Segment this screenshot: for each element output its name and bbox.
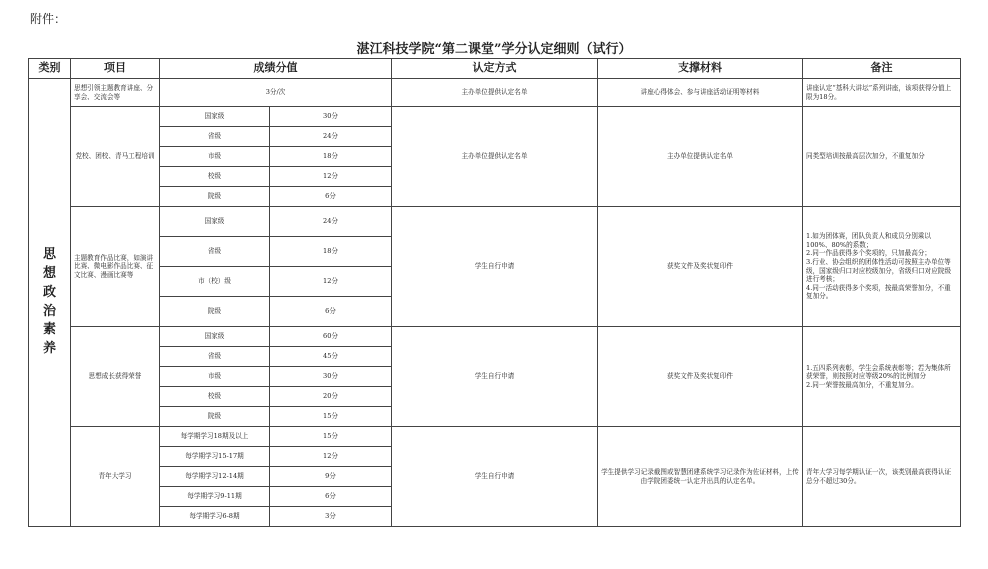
level-cell: 院级 xyxy=(160,187,270,207)
note-line: 1.如为团体赛，团队负责人和成员分别乘以 100%、80%的系数； xyxy=(806,232,931,249)
category-char: 治 xyxy=(42,303,56,319)
level-cell: 市级 xyxy=(160,147,270,167)
note-line: 4.同一活动获得多个奖项，按最高荣誉加分，不重复加分。 xyxy=(806,283,951,301)
item-cell: 党校、团校、青马工程培训 xyxy=(71,107,160,207)
header-method: 认定方式 xyxy=(392,59,598,79)
score-cell: 18分 xyxy=(270,237,392,267)
score-cell: 20分 xyxy=(270,387,392,407)
category-char: 想 xyxy=(42,265,56,281)
notes-cell xyxy=(803,79,961,107)
method-cell: 主办单位提供认定名单 xyxy=(392,79,598,107)
item-cell: 思想引领主题教育讲座、分享会、交流会等 xyxy=(71,79,160,107)
materials-cell: 学生提供学习记录截图或智慧团建系统学习记录作为佐证材料，上传由学院团委统一认定并出具的认定名单。 xyxy=(598,427,803,527)
document-title: 湛江科技学院“第二课堂”学分认定细则（试行） xyxy=(356,42,632,57)
table-row xyxy=(29,207,961,237)
table-row xyxy=(29,107,961,127)
score-cell: 6分 xyxy=(270,297,392,327)
score-cell: 24分 xyxy=(270,127,392,147)
header-materials: 支撑材料 xyxy=(598,59,803,79)
level-cell: 省级 xyxy=(160,127,270,147)
category-char: 养 xyxy=(42,341,56,357)
score-cell: 18分 xyxy=(270,147,392,167)
credit-rules-table xyxy=(28,58,961,527)
score-cell: 15分 xyxy=(270,407,392,427)
score-cell: 24分 xyxy=(270,207,392,237)
item-cell: 思想成长获得荣誉 xyxy=(71,327,160,427)
materials-cell: 主办单位提供认定名单 xyxy=(598,107,803,207)
item-cell: 主题教育作品比赛，如演讲比赛、微电影作品比赛、征文比赛、漫画比赛等 xyxy=(71,207,160,327)
category-cell xyxy=(29,79,71,527)
header-category: 类别 xyxy=(29,59,71,79)
category-char: 思 xyxy=(42,246,56,262)
method-cell: 学生自行申请 xyxy=(392,327,598,427)
note-line: 青年大学习每学期认证一次，该类别最高获得认证总分不超过30分。 xyxy=(806,467,952,485)
item-cell: 青年大学习 xyxy=(71,427,160,527)
method-cell: 主办单位提供认定名单 xyxy=(392,107,598,207)
materials-cell: 获奖文件及奖状复印件 xyxy=(598,327,803,427)
level-cell: 市（校）级 xyxy=(160,267,270,297)
table-row xyxy=(29,427,961,447)
method-cell: 学生自行申请 xyxy=(392,207,598,327)
header-score: 成绩分值 xyxy=(160,59,392,79)
level-cell: 院级 xyxy=(160,297,270,327)
method-cell: 学生自行申请 xyxy=(392,427,598,527)
note-line: 1.五四系列表彰，学生会系统表彰等；若为集体所获荣誉，则按照对应等级20%的比例加分 xyxy=(806,363,951,381)
note-line: 同类型培训按最高层次加分，不重复加分 xyxy=(806,152,925,161)
level-cell: 省级 xyxy=(160,237,270,267)
level-cell: 国家级 xyxy=(160,107,270,127)
note-line: 3.行业、协会组织的团体性活动可按照主办单位等级，国家级归口对应校级加分，省级归口对应院级进行考核； xyxy=(806,257,952,284)
table-row xyxy=(29,79,961,107)
level-cell: 校级 xyxy=(160,387,270,407)
level-cell: 院级 xyxy=(160,407,270,427)
score-cell: 3分 xyxy=(270,507,392,527)
level-cell: 每学期学习12-14期 xyxy=(160,467,270,487)
score-cell: 45分 xyxy=(270,347,392,367)
score-cell: 60分 xyxy=(270,327,392,347)
score-cell: 30分 xyxy=(270,107,392,127)
score-cell: 12分 xyxy=(270,267,392,297)
level-cell: 每学期学习9-11期 xyxy=(160,487,270,507)
score-cell: 6分 xyxy=(270,187,392,207)
score-cell: 12分 xyxy=(270,447,392,467)
notes-cell xyxy=(803,427,961,527)
header-item: 项目 xyxy=(71,59,160,79)
notes-cell xyxy=(803,207,961,327)
level-cell: 国家级 xyxy=(160,207,270,237)
score-cell: 15分 xyxy=(270,427,392,447)
notes-cell xyxy=(803,327,961,427)
note-line: 2.同一作品获得多个奖项的，只加最高分； xyxy=(806,249,931,258)
header-row xyxy=(29,59,961,79)
level-cell: 国家级 xyxy=(160,327,270,347)
table-row xyxy=(29,327,961,347)
level-cell: 每学期学习6-8期 xyxy=(160,507,270,527)
header-notes: 备注 xyxy=(803,59,961,79)
attachment-label: 附件： xyxy=(30,12,67,26)
score-cell: 6分 xyxy=(270,487,392,507)
materials-cell: 获奖文件及奖状复印件 xyxy=(598,207,803,327)
level-cell: 省级 xyxy=(160,347,270,367)
notes-cell xyxy=(803,107,961,207)
note-line: 讲座认定“基科大讲坛”系列讲座，该项获得分值上限为18分。 xyxy=(806,83,952,101)
note-line: 2.同一荣誉按最高加分，不重复加分。 xyxy=(806,380,918,389)
score-cell: 3分/次 xyxy=(160,79,392,107)
level-cell: 每学期学习15-17期 xyxy=(160,447,270,467)
category-char: 政 xyxy=(42,284,56,300)
score-cell: 9分 xyxy=(270,467,392,487)
materials-cell: 讲座心得体会、参与讲座活动证明等材料 xyxy=(598,79,803,107)
level-cell: 市级 xyxy=(160,367,270,387)
score-cell: 12分 xyxy=(270,167,392,187)
level-cell: 每学期学习18期及以上 xyxy=(160,427,270,447)
score-cell: 30分 xyxy=(270,367,392,387)
category-char: 素 xyxy=(42,322,56,338)
level-cell: 校级 xyxy=(160,167,270,187)
